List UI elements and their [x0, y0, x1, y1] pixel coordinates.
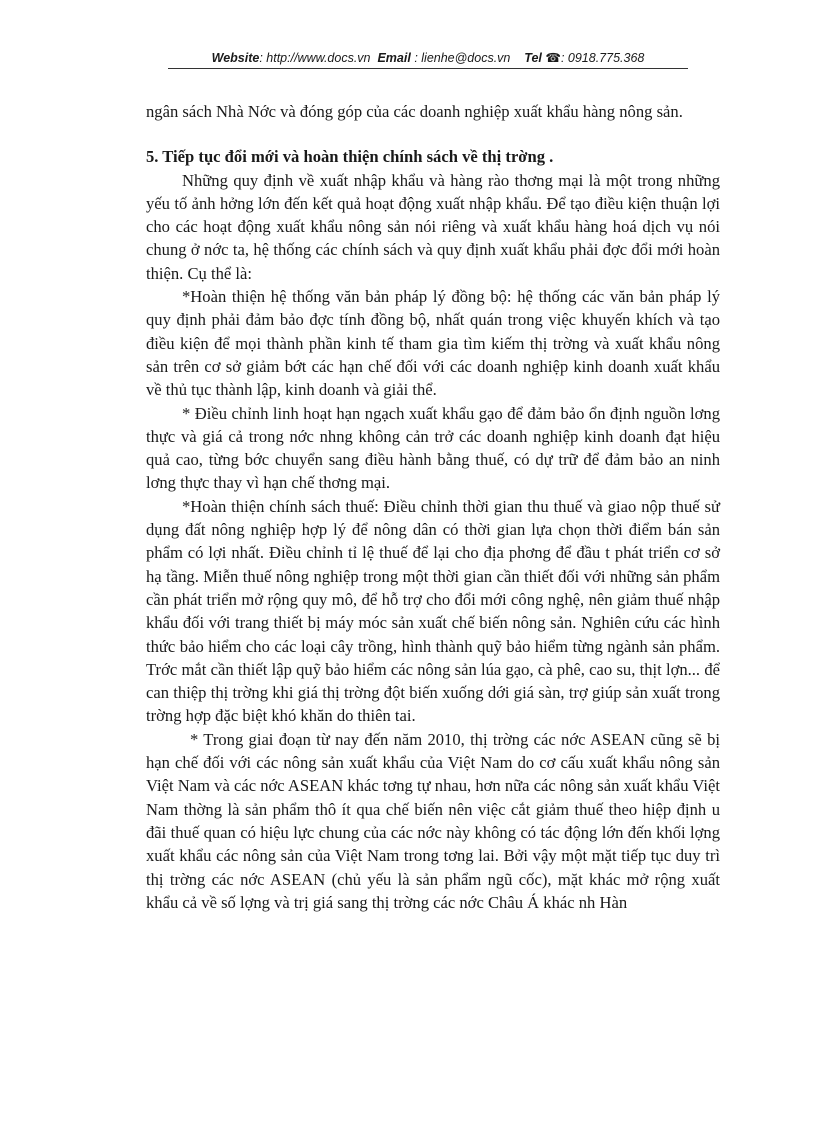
- paragraph-intro: ngân sách Nhà Nớc và đóng góp của các doanh nghiệp xuất khẩu hàng nông sản.: [146, 102, 683, 121]
- paragraph-regulations: Những quy định về xuất nhập khẩu và hàng rào thơng mại là một trong những yếu tố ảnh hởng lớn đến kết quả hoạt động xuất nhập khẩu. Để tạo điều kiện thuận lợi cho các hoạt động xuất khẩu nông sản nói riêng và xuất khẩu hàng hoá dịch vụ nói chung ở nớc ta, hệ thống các chính sách và quy định xuất khẩu phải đợc đổi mới hoàn thiện. Cụ thể là:: [146, 170, 720, 283]
- paragraph-asean: * Trong giai đoạn từ nay đến năm 2010, thị trờng các nớc ASEAN cũng sẽ bị hạn chế đối với các nông sản xuất khẩu của Việt Nam do cơ cấu xuất khẩu nông sản Việt Nam và các nớc ASEAN khác tơng tự nhau, hơn nữa các nông sản xuất khẩu Việt Nam thờng là sản phẩm thô ít qua chế biến nên việc cắt giảm thuế theo hiệp định u đãi thuế quan có hiệu lực chung của các nớc này không có tác động lớn đến khối lợng xuất khẩu các nông sản của Việt Nam trong tơng lai. Bởi vậy một mặt tiếp tục duy trì thị trờng các nớc ASEAN (chủ yếu là sản phẩm ngũ cốc), mặt khác mở rộng xuất khẩu cả về số lợng và trị giá sang thị trờng các nớc Châu Á khác nh Hàn: [146, 729, 720, 912]
- tel-label: Tel ☎: [524, 51, 561, 65]
- website-label: Website: [211, 51, 260, 65]
- email-address[interactable]: : lienhe@docs.vn: [414, 51, 511, 65]
- paragraph-rice-quota: * Điều chỉnh linh hoạt hạn ngạch xuất khẩu gạo để đảm bảo ổn định nguồn lơng thực và giá cả trong nớc nhng không cản trở các doanh nghiệp kinh doanh đạt hiệu quả cao, từng bớc chuyển sang điều hành bằng thuế, có dự trữ để đảm bảo an ninh lơng thực thay vì hạn chế thơng mại.: [146, 403, 720, 493]
- section-heading: 5. Tiếp tục đổi mới và hoàn thiện chính sách về thị trờng .: [146, 147, 554, 167]
- tel-number: : 0918.775.368: [560, 51, 645, 65]
- paragraph-legal-system: *Hoàn thiện hệ thống văn bản pháp lý đồng bộ: hệ thống các văn bản pháp lý quy định phải đảm bảo đợc tính đồng bộ, nhất quán trong việc khuyến khích và tạo điều kiện để mọi thành phần kinh tế tham gia tìm kiếm thị trờng và xuất khẩu nông sản trên cơ sở giảm bớt các hạn chế đối với các doanh nghiệp kinh doanh xuất khẩu về thủ tục thành lập, kinh doanh và giải thể.: [146, 287, 720, 400]
- email-label: Email: [377, 51, 411, 65]
- page-header: [168, 50, 688, 69]
- website-url[interactable]: : http://www.docs.vn: [259, 51, 371, 65]
- document-body: [146, 100, 720, 914]
- paragraph-tax-policy: *Hoàn thiện chính sách thuế: Điều chỉnh thời gian thu thuế và giao nộp thuế sử dụng đất nông nghiệp hợp lý để nông dân có thời gian lựa chọn thời điểm bán sản phẩm có lợi nhất. Điều chỉnh tỉ lệ thuế để lại cho địa phơng để đầu t phát triển cơ sở hạ tầng. Miễn thuế nông nghiệp trong một thời gian cần thiết đối với những sản phẩm cần phát triển mở rộng quy mô, để hỗ trợ cho đổi mới công nghệ, nên giảm thuế nhập khẩu đối với trang thiết bị máy móc sản xuất chế biến nông sản. Nghiên cứu các hình thức bảo hiểm cho các loại cây trồng, hình thành quỹ bảo hiểm từng ngành sản phẩm. Trớc mắt cần thiết lập quỹ bảo hiểm các nông sản lúa gạo, cà phê, cao su, thịt lợn... để can thiệp thị trờng khi giá thị trờng đột biến xuống dới giá sàn, trợ giúp sản xuất trong trờng hợp đặc biệt khó khăn do thiên tai.: [146, 496, 720, 726]
